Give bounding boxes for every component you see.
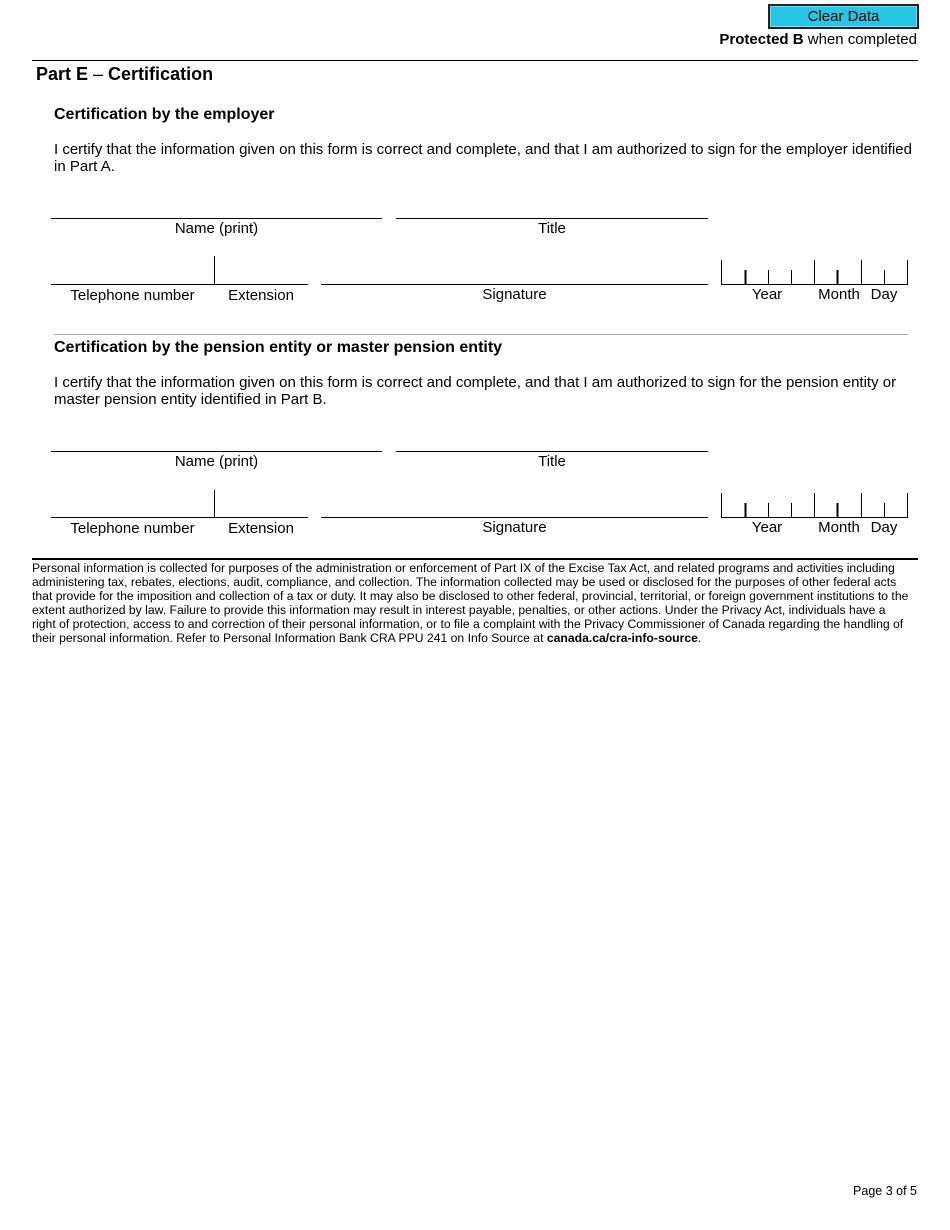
employer-year-label: Year	[751, 286, 783, 303]
protected-notice	[719, 31, 917, 48]
protected-b-label: Protected B	[719, 31, 804, 48]
pension-phone-divider	[214, 490, 215, 517]
part-dash: –	[88, 64, 109, 84]
employer-signature-field[interactable]	[321, 284, 708, 285]
pension-name-label: Name (print)	[174, 453, 259, 470]
pension-phone-field[interactable]	[51, 517, 214, 518]
employer-phone-label: Telephone number	[70, 287, 195, 304]
pension-signature-label: Signature	[482, 519, 547, 536]
top-divider	[32, 60, 918, 61]
employer-phone-divider	[214, 256, 215, 284]
employer-heading: Certification by the employer	[54, 106, 275, 123]
part-title	[36, 64, 213, 85]
pension-heading: Certification by the pension entity or master pension entity	[54, 339, 503, 356]
pension-phone-label: Telephone number	[70, 520, 195, 537]
pension-day-label: Day	[870, 519, 898, 536]
employer-name-field[interactable]	[51, 218, 382, 219]
employer-phone-field[interactable]	[51, 284, 214, 285]
page-number: Page 3 of 5	[853, 1184, 917, 1198]
pension-year-label: Year	[751, 519, 783, 536]
clear-data-button[interactable]: Clear Data	[768, 4, 919, 29]
info-source-link[interactable]: canada.ca/cra-info-source	[546, 631, 698, 645]
section-separator	[54, 334, 908, 335]
employer-day-label: Day	[870, 286, 898, 303]
part-name: Certification	[108, 64, 214, 84]
privacy-divider	[32, 558, 918, 560]
pension-signature-field[interactable]	[321, 517, 708, 518]
pension-month-label: Month	[818, 519, 860, 536]
pension-date-boxes	[721, 493, 909, 519]
protected-suffix: when completed	[803, 31, 917, 48]
pension-title-label: Title	[538, 453, 566, 470]
pension-extension-field[interactable]	[214, 517, 308, 518]
part-label: Part E	[36, 64, 89, 84]
privacy-end: .	[697, 631, 702, 645]
employer-date-field[interactable]	[721, 260, 908, 285]
employer-date-boxes	[721, 260, 909, 286]
employer-month-label: Month	[818, 286, 860, 303]
employer-statement: I certify that the information given on this form is correct and complete, and that I am authorized to sign for the employer identified in Part A.	[54, 141, 912, 175]
employer-title-field[interactable]	[396, 218, 708, 219]
pension-title-field[interactable]	[396, 451, 708, 452]
pension-statement: I certify that the information given on this form is correct and complete, and that I am authorized to sign for the pension entity or master pension entity identified in Part B.	[54, 374, 897, 408]
employer-name-label: Name (print)	[174, 220, 259, 237]
employer-extension-label: Extension	[228, 287, 294, 304]
employer-extension-field[interactable]	[214, 284, 308, 285]
pension-date-field[interactable]	[721, 493, 908, 518]
employer-title-label: Title	[538, 220, 566, 237]
pension-name-field[interactable]	[51, 451, 382, 452]
pension-extension-label: Extension	[228, 520, 294, 537]
employer-signature-label: Signature	[482, 286, 547, 303]
privacy-text: Personal information is collected for purposes of the administration or enforcement of Part IX of the Excise Tax Act, and related programs and activities including administering tax, rebates, elections, audit, compliance, and collection. The information collected may be used or disclosed for the purposes of other federal acts that provide for the imposition and collection of a tax or duty. It may also be disclosed to other federal, provincial, territorial, or foreign government institutions to the extent authorized by law. Failure to provide this information may result in interest payable, penalties, or other actions. Under the Privacy Act, individuals have a right of protection, access to and correction of their personal information, or to file a complaint with the Privacy Commissioner of Canada regarding the handling of their personal information. Refer to Personal Information Bank CRA PPU 241 on Info Source at	[32, 561, 909, 645]
privacy-notice	[32, 561, 912, 645]
